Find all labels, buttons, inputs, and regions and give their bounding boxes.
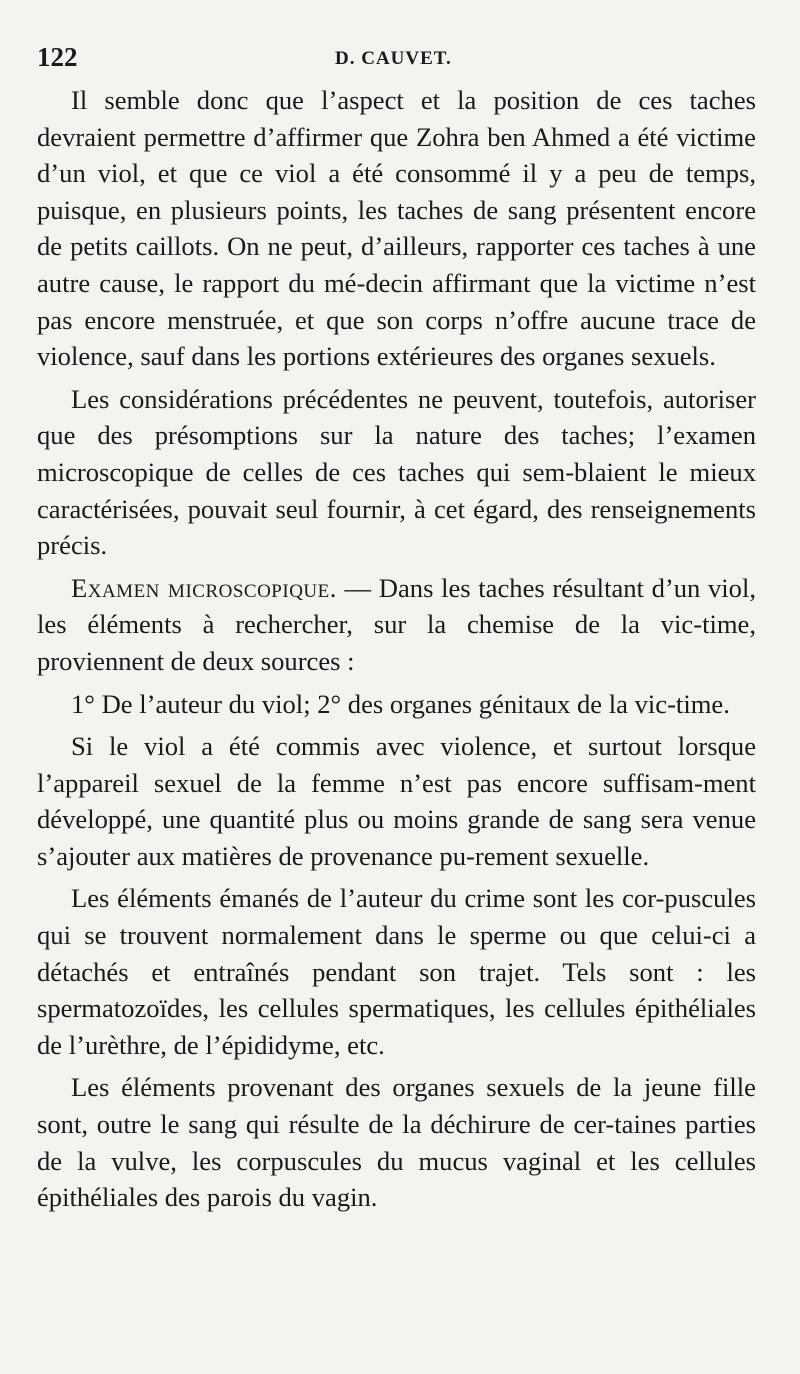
page-header xyxy=(37,38,756,82)
paragraph: Les éléments émanés de l’auteur du crime sont les cor-puscules qui se trouvent normalement dans le sperme ou que celui-ci a détachés et entraînés pendant son trajet. Tels sont : les spermatozoïdes, les cellules spermatiques, les cellules épithéliales de l’urèthre, de l’épididyme, etc. xyxy=(37,883,756,1060)
section-paragraph xyxy=(37,570,756,680)
paragraph: Les éléments provenant des organes sexuels de la jeune fille sont, outre le sang qui résulte de la déchirure de cer-taines parties de la vulve, les corpuscules du mucus vaginal et les cellules épithéliales des parois du vagin. xyxy=(37,1072,756,1213)
paragraph: Il semble donc que l’aspect et la position de ces taches devraient permettre d’affirmer que Zohra ben Ahmed a été victime d’un viol, et que ce viol a été consommé il y a peu de temps, puisque, en plusieurs points, les taches de sang présentent encore de petits caillots. On ne peut, d’ailleurs, rapporter ces taches à une autre cause, le rapport du mé-decin affirmant que la victime n’est pas encore menstruée, et que son corps n’offre aucune trace de violence, sauf dans les portions extérieures des organes sexuels. xyxy=(37,85,756,372)
section-text: Dans les taches résultant d’un viol, les éléments à rechercher, sur la chemise de la vic-time, proviennent de deux sources : xyxy=(37,572,756,676)
paragraph: Si le viol a été commis avec violence, et surtout lorsque l’appareil sexuel de la femme n’est pas encore suffisam-ment développé, une quantité plus ou moins grande de sang sera venue s’ajouter aux matières de provenance pu-rement sexuelle. xyxy=(37,731,756,871)
section-dash: — xyxy=(336,572,379,603)
running-head: D. CAUVET. xyxy=(335,48,452,69)
paragraph: Les considérations précédentes ne peuvent, toutefois, autoriser que des présomptions sur la nature des taches; l’examen microscopique de celles de ces taches qui sem-blaient le mieux caractérisées, pouvait seul fournir, à cet égard, des renseignements précis. xyxy=(37,383,756,561)
body-text xyxy=(37,82,756,1216)
page-number: 122 xyxy=(37,42,78,72)
section-title: Examen microscopique. xyxy=(71,572,337,603)
paragraph: 1° De l’auteur du viol; 2° des organes génitaux de la vic-time. xyxy=(71,688,730,719)
